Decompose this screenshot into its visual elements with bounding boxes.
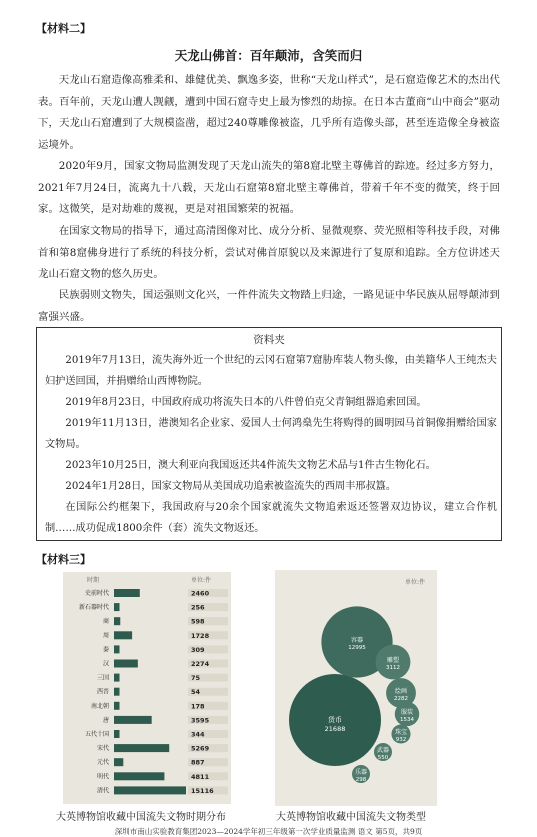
value-label-14: 15116 xyxy=(191,786,214,795)
bubble-category-6: 武器 xyxy=(376,747,390,754)
bar-2 xyxy=(114,617,120,625)
bubble-value-6: 550 xyxy=(377,755,389,761)
value-label-1: 256 xyxy=(191,603,205,612)
bar-3 xyxy=(114,631,132,639)
caption-right: 大英博物馆收藏中国流失文物类型 xyxy=(276,812,426,823)
value-label-6: 75 xyxy=(191,674,201,683)
info-item-5: 2024年1月28日，国家文物局从美国成功追索被盗流失的西周丰邢叔簋。 xyxy=(65,481,397,492)
type-bubble-chart xyxy=(275,570,437,806)
tick-label-0: 史前时代 xyxy=(84,590,109,597)
header-unit: 单位:件 xyxy=(191,577,212,584)
info-box-title: 资料夹 xyxy=(253,334,285,346)
period-bar-chart xyxy=(63,572,231,804)
info-item-3: 2019年11月13日，港澳知名企业家、爱国人士何鸿燊先生将购得的圆明园马首铜像捐赠给国家文物局。 xyxy=(45,418,497,450)
section-label-3: 【材料三】 xyxy=(36,553,91,566)
value-label-13: 4811 xyxy=(191,772,210,781)
bar-11 xyxy=(114,744,169,752)
bar-4 xyxy=(114,645,120,653)
value-label-8: 178 xyxy=(191,702,205,711)
bar-1 xyxy=(114,603,120,611)
value-label-11: 5269 xyxy=(191,744,210,753)
bar-12 xyxy=(114,758,123,766)
tick-label-11: 宋代 xyxy=(96,745,109,753)
bar-8 xyxy=(114,702,120,710)
value-label-4: 309 xyxy=(191,645,205,654)
info-item-2: 2019年8月23日，中国政府成功将流失日本的八件曾伯克父青铜组器追索回国。 xyxy=(65,397,427,408)
info-item-1: 2019年7月13日，流失海外近一个世纪的云冈石窟第7窟胁库装人物头像，由美籍华人王纯杰夫妇护送回国，并捐赠给山西博物院。 xyxy=(45,355,497,387)
bar-7 xyxy=(114,688,120,696)
header-period: 时期 xyxy=(87,577,100,584)
article-title: 天龙山佛首：百年颠沛，含笑而归 xyxy=(174,48,363,63)
caption-left: 大英博物馆收藏中国流失文物时期分布 xyxy=(56,812,226,823)
bubble-value-3: 2282 xyxy=(394,696,408,702)
tick-label-2: 商 xyxy=(102,618,109,626)
bubble-category-4: 服装 xyxy=(400,709,414,716)
bar-13 xyxy=(114,772,164,780)
page-footer: 深圳市南山实验教育集团2023—2024学年初三年级第一次学业质量监测 语文 第5页，共9页 xyxy=(114,827,423,836)
bubble-value-7: 298 xyxy=(355,777,367,783)
paragraph-3: 在国家文物局的指导下，通过高清图像对比、成分分析、显微观察、荧光照相等科技手段，对佛首和第8窟佛身进行了系统的科技分析，尝试对佛首原貌以及来源进行了复原和追踪。全方位讲述天龙山石窟文物的悠久历史。 xyxy=(38,225,500,280)
value-label-3: 1728 xyxy=(191,631,210,640)
info-box xyxy=(36,327,502,541)
bubble-value-1: 12995 xyxy=(348,645,366,651)
period-bar-chart-svg xyxy=(63,572,231,804)
bubble-category-0: 货币 xyxy=(328,716,342,724)
unit-label: 单位:件 xyxy=(405,579,426,586)
paragraph-2: 2020年9月，国家文物局监测发现了天龙山流失的第8窟北壁主尊佛首的踪迹。经过多方努力，2021年7月24日，流离九十八载，天龙山石窟第8窟北壁主尊佛首，带着千年不变的微笑，终于回家。这微笑，是对劫难的蔑视，更是对祖国繁荣的祝福。 xyxy=(38,160,500,215)
tick-label-1: 新石器时代 xyxy=(78,604,109,612)
tick-label-4: 秦 xyxy=(102,646,109,654)
value-label-12: 887 xyxy=(191,758,205,767)
tick-label-7: 西晋 xyxy=(96,688,109,696)
value-label-2: 598 xyxy=(191,617,205,626)
tick-label-8: 南北朝 xyxy=(90,702,109,710)
section-label-2: 【材料二】 xyxy=(36,22,91,35)
paragraph-1: 天龙山石窟造像高雅柔和、雄健优美、飘逸多姿，世称“天龙山样式”，是石窟造像艺术的杰出代表。百年前，天龙山遭人觊觎，遭到中国石窟寺史上最为惨烈的劫掠。在日本古董商“山中商会”驱动下，天龙山石窟遭到了大规模盗凿，超过240尊雕像被盗，几乎所有造像头部，甚至连造像全身被盗运境外。 xyxy=(38,74,500,151)
tick-label-14: 清代 xyxy=(96,787,109,795)
bar-9 xyxy=(114,716,152,724)
tick-label-12: 元代 xyxy=(96,759,109,767)
value-label-9: 3595 xyxy=(191,716,210,725)
bar-6 xyxy=(114,674,120,682)
bubble-category-5: 珠宝 xyxy=(394,729,408,736)
value-label-7: 54 xyxy=(191,688,201,697)
info-item-4: 2023年10月25日，澳大利亚向我国返还共4件流失文物艺术品与1件古生物化石。 xyxy=(65,460,436,471)
info-item-6: 在国际公约框架下，我国政府与20余个国家就流失文物追索返还签署双边协议，建立合作机制……成功促成1800余件（套）流失文物返还。 xyxy=(45,502,497,534)
tick-label-5: 汉 xyxy=(102,660,109,668)
bubble-value-0: 21688 xyxy=(324,725,346,733)
bubble-category-2: 雕塑 xyxy=(386,657,400,664)
tick-label-10: 五代十国 xyxy=(84,731,109,738)
bar-14 xyxy=(114,786,186,794)
value-label-0: 2460 xyxy=(191,589,210,598)
bar-5 xyxy=(114,660,138,668)
tick-label-3: 周 xyxy=(102,632,109,640)
bar-10 xyxy=(114,730,120,738)
bar-0 xyxy=(114,589,140,597)
type-bubble-chart-svg xyxy=(275,570,437,806)
bubble-value-5: 932 xyxy=(395,737,407,743)
tick-label-13: 明代 xyxy=(96,773,109,781)
bubble-value-2: 3112 xyxy=(386,665,400,671)
tick-label-9: 唐 xyxy=(102,716,109,724)
tick-label-6: 三国 xyxy=(96,674,109,682)
value-label-10: 344 xyxy=(191,730,205,739)
bubble-value-4: 1534 xyxy=(400,717,414,723)
bubble-category-7: 乐器 xyxy=(354,769,368,776)
bubble-category-1: 容器 xyxy=(350,637,364,644)
bubble-category-3: 绘画 xyxy=(394,688,408,695)
paragraph-4: 民族弱则文物失，国运强则文化兴，一件件流失文物踏上归途，一路见证中华民族从屈辱颠沛到富强兴盛。 xyxy=(38,289,500,323)
value-label-5: 2274 xyxy=(191,660,210,668)
